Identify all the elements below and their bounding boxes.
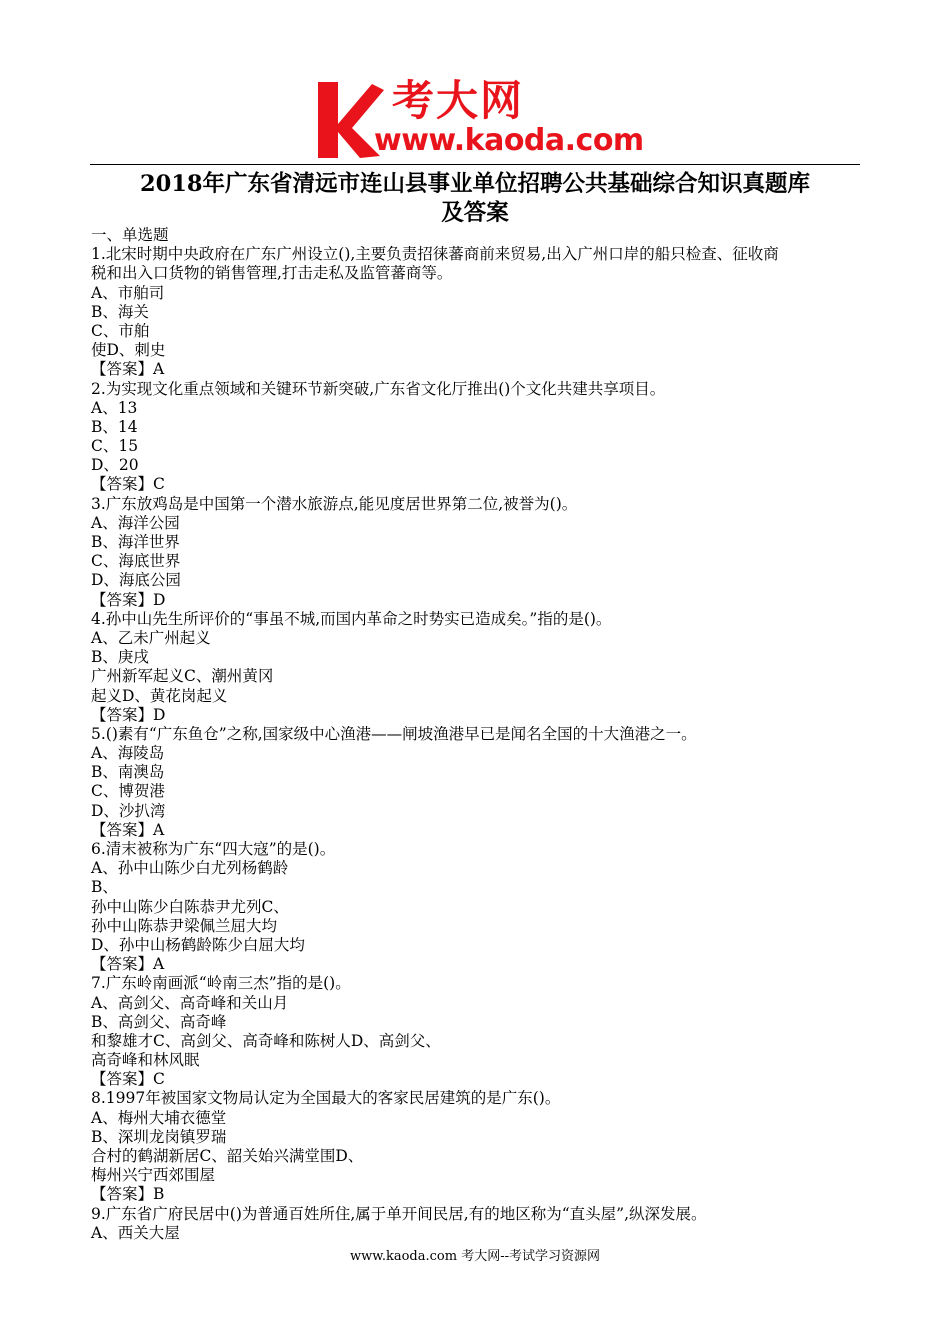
text-line: A、海洋公园: [91, 513, 180, 532]
text-line: A、高剑父、高奇峰和关山月: [91, 993, 289, 1012]
text-line: 【答案】B: [91, 1185, 165, 1204]
text-line: B、海洋世界: [91, 533, 180, 551]
text-line: 孙中山陈恭尹梁佩兰屈大均: [91, 916, 278, 935]
text-line: B、深圳龙岗镇罗瑞: [91, 1127, 227, 1146]
text-line: 梅州兴宁西郊围屋: [91, 1166, 216, 1185]
text-line: 和黎雄才C、高剑父、高奇峰和陈树人D、高剑父、: [91, 1031, 441, 1050]
text-line: C、博贺港: [91, 782, 165, 801]
page-footer: www.kaoda.com 考大网--考试学习资源网: [350, 1249, 600, 1264]
text-line: 合村的鹤湖新居C、韶关始兴满堂围D、: [91, 1147, 364, 1165]
text-line: B、海关: [91, 302, 149, 321]
text-line: 高奇峰和林风眠: [91, 1051, 200, 1070]
text-line: A、孙中山陈少白尤列杨鹤龄: [91, 859, 289, 878]
text-line: 8.1997年被国家文物局认定为全国最大的客家民居建筑的是广东()。: [91, 1089, 561, 1108]
logo-chinese-name: 考大网: [392, 76, 525, 125]
question-list: [91, 226, 861, 1243]
text-line: C、15: [91, 437, 139, 456]
text-line: 一、单选题: [91, 226, 169, 244]
text-line: 6.清末被称为广东“四大寇”的是()。: [91, 840, 336, 858]
text-line: A、市舶司: [91, 283, 165, 302]
text-line: 9.广东省广府民居中()为普通百姓所住,属于单开间民居,有的地区称为“直头屋”,纵深发展。: [91, 1204, 707, 1223]
text-line: 【答案】C: [91, 475, 165, 494]
title-line-1: 2018年广东省清远市连山县事业单位招聘公共基础综合知识真题库: [139, 171, 811, 197]
text-line: B、14: [91, 417, 138, 436]
text-line: D、20: [91, 456, 139, 475]
text-line: 【答案】A: [91, 360, 165, 379]
text-line: A、海陵岛: [91, 744, 165, 763]
text-line: A、13: [91, 398, 138, 417]
text-line: B、: [91, 878, 118, 897]
text-line: 税和出入口货物的销售管理,打击走私及监管蕃商等。: [91, 264, 453, 283]
text-line: B、高剑父、高奇峰: [91, 1012, 227, 1031]
text-line: A、梅州大埔衣德堂: [91, 1108, 227, 1127]
text-line: 2.为实现文化重点领域和关键环节新突破,广东省文化厅推出()个文化共建共享项目。: [91, 379, 666, 398]
text-line: D、海底公园: [91, 571, 181, 590]
document-title: [90, 170, 860, 228]
text-line: 4.孙中山先生所评价的“事虽不城,而国内革命之时势实已造成矣。”指的是()。: [91, 609, 612, 628]
logo-url: www.kaoda.com: [374, 123, 644, 158]
text-line: 【答案】A: [91, 955, 165, 974]
text-line: 5.()素有“广东鱼仓”之称,国家级中心渔港——闸坡渔港早已是闻名全国的十大渔港之一。: [91, 724, 697, 743]
text-line: 起义D、黄花岗起义: [91, 686, 228, 705]
text-line: 7.广东岭南画派“岭南三杰”指的是()。: [91, 974, 351, 993]
text-line: A、西关大屋: [91, 1223, 180, 1242]
text-line: 【答案】C: [91, 1070, 165, 1089]
text-line: B、庚戌: [91, 648, 149, 667]
text-line: C、海底世界: [91, 552, 181, 571]
text-line: 【答案】D: [91, 590, 166, 609]
text-line: 【答案】D: [91, 705, 166, 724]
text-line: A、乙未广州起义: [91, 628, 211, 647]
title-line-2: 及答案: [441, 200, 509, 226]
text-line: B、南澳岛: [91, 763, 165, 782]
text-line: 1.北宋时期中央政府在广东广州设立(),主要负责招徕蕃商前来贸易,出入广州口岸的船只检查、征收商: [91, 245, 779, 264]
header-divider: [90, 164, 860, 165]
text-line: C、市舶: [91, 321, 150, 340]
text-line: 使D、刺史: [91, 341, 166, 360]
text-line: 广州新军起义C、潮州黄冈: [91, 667, 274, 686]
text-line: D、孙中山杨鹤龄陈少白屈大均: [91, 935, 305, 954]
text-line: 3.广东放鸡岛是中国第一个潜水旅游点,能见度居世界第二位,被誉为()。: [91, 494, 578, 513]
text-line: 【答案】A: [91, 820, 165, 839]
text-line: D、沙扒湾: [91, 801, 166, 820]
text-line: 孙中山陈少白陈恭尹尤列C、: [91, 897, 289, 916]
kaoda-logo: [314, 78, 644, 162]
